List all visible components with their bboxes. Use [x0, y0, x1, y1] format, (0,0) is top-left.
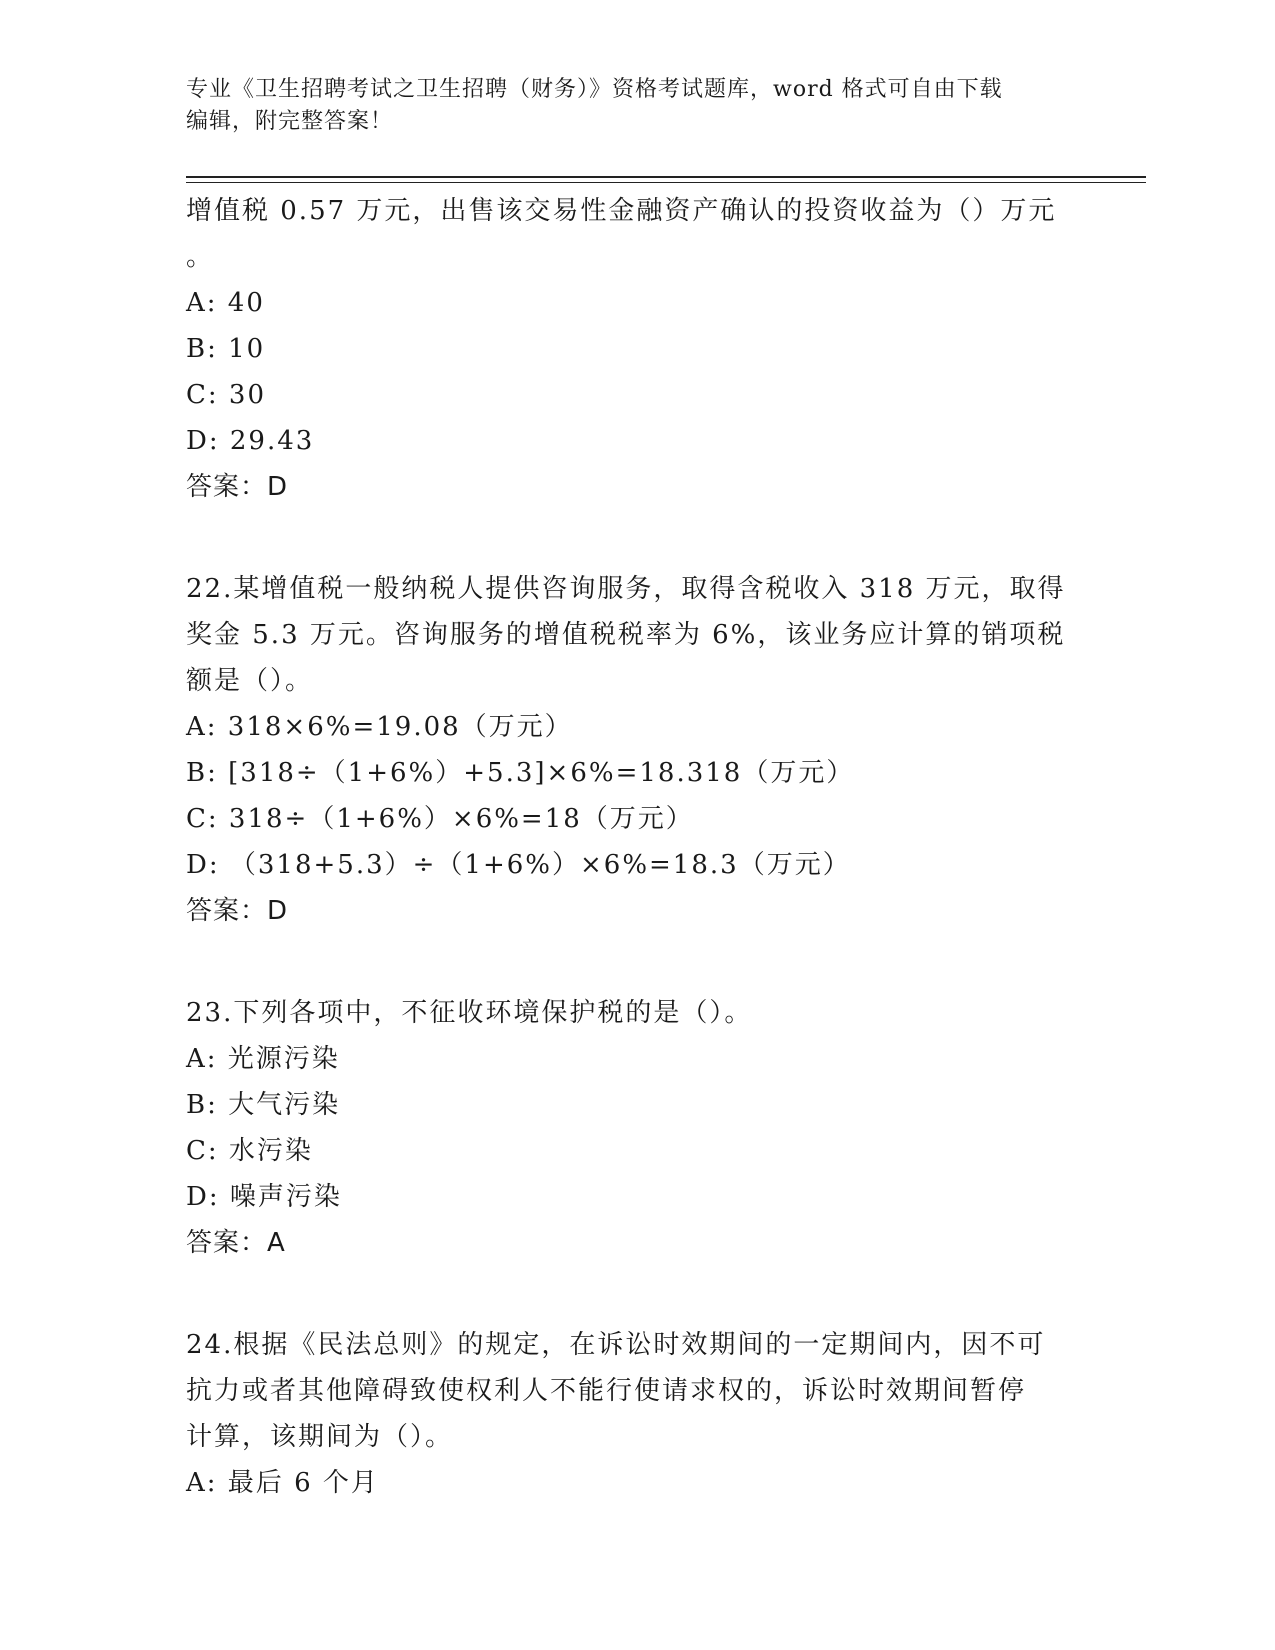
question-stem-line: 抗力或者其他障碍致使权利人不能行使请求权的，诉讼时效期间暂停 — [186, 1376, 1027, 1406]
header-line-1: 专业《卫生招聘考试之卫生招聘（财务）》资格考试题库，word 格式可自由下载 — [186, 77, 1003, 102]
header-rule-thin — [186, 182, 1146, 183]
question-spacer — [186, 510, 1086, 566]
header-line-2: 编辑，附完整答案！ — [186, 109, 394, 134]
option-line: B: [318÷（1+6%）+5.3]×6%=18.318（万元） — [186, 758, 855, 788]
question-block — [186, 188, 1086, 510]
answer-line: 答案：D — [186, 896, 289, 926]
answer-line: 答案：D — [186, 472, 289, 502]
question-spacer — [186, 934, 1086, 990]
option-line: D: 29.43 — [186, 426, 315, 456]
question-stem-line: 增值税 0.57 万元，出售该交易性金融资产确认的投资收益为（）万元 — [186, 196, 1057, 226]
option-line: C: 水污染 — [186, 1136, 313, 1166]
question-block — [186, 990, 1086, 1266]
answer-line: 答案：A — [186, 1228, 286, 1258]
option-line: C: 318÷（1+6%）×6%=18（万元） — [186, 804, 694, 834]
question-spacer — [186, 1266, 1086, 1322]
option-line: D: （318+5.3）÷（1+6%）×6%=18.3（万元） — [186, 850, 851, 880]
option-line: D: 噪声污染 — [186, 1182, 342, 1212]
option-line: A: 光源污染 — [186, 1044, 340, 1074]
question-stem-line: 22.某增值税一般纳税人提供咨询服务，取得含税收入 318 万元，取得 — [186, 574, 1066, 604]
question-stem-line: 24.根据《民法总则》的规定，在诉讼时效期间的一定期间内，因不可 — [186, 1330, 1046, 1360]
question-stem-line: 23.下列各项中，不征收环境保护税的是（）。 — [186, 998, 753, 1028]
question-list — [186, 188, 1086, 1506]
question-block — [186, 1322, 1086, 1506]
question-block — [186, 566, 1086, 934]
option-line: A: 最后 6 个月 — [186, 1468, 379, 1498]
page-header — [186, 74, 1066, 138]
question-stem-line: 。 — [186, 242, 215, 272]
option-line: B: 大气污染 — [186, 1090, 341, 1120]
option-line: A: 318×6%=19.08（万元） — [186, 712, 573, 742]
question-stem-line: 额是（）。 — [186, 666, 314, 696]
option-line: B: 10 — [186, 334, 266, 364]
question-stem-line: 奖金 5.3 万元。咨询服务的增值税税率为 6%，该业务应计算的销项税 — [186, 620, 1066, 650]
header-rule-thick — [186, 176, 1146, 178]
question-stem-line: 计算，该期间为（）。 — [186, 1422, 454, 1452]
option-line: C: 30 — [186, 380, 267, 410]
option-line: A: 40 — [186, 288, 265, 318]
